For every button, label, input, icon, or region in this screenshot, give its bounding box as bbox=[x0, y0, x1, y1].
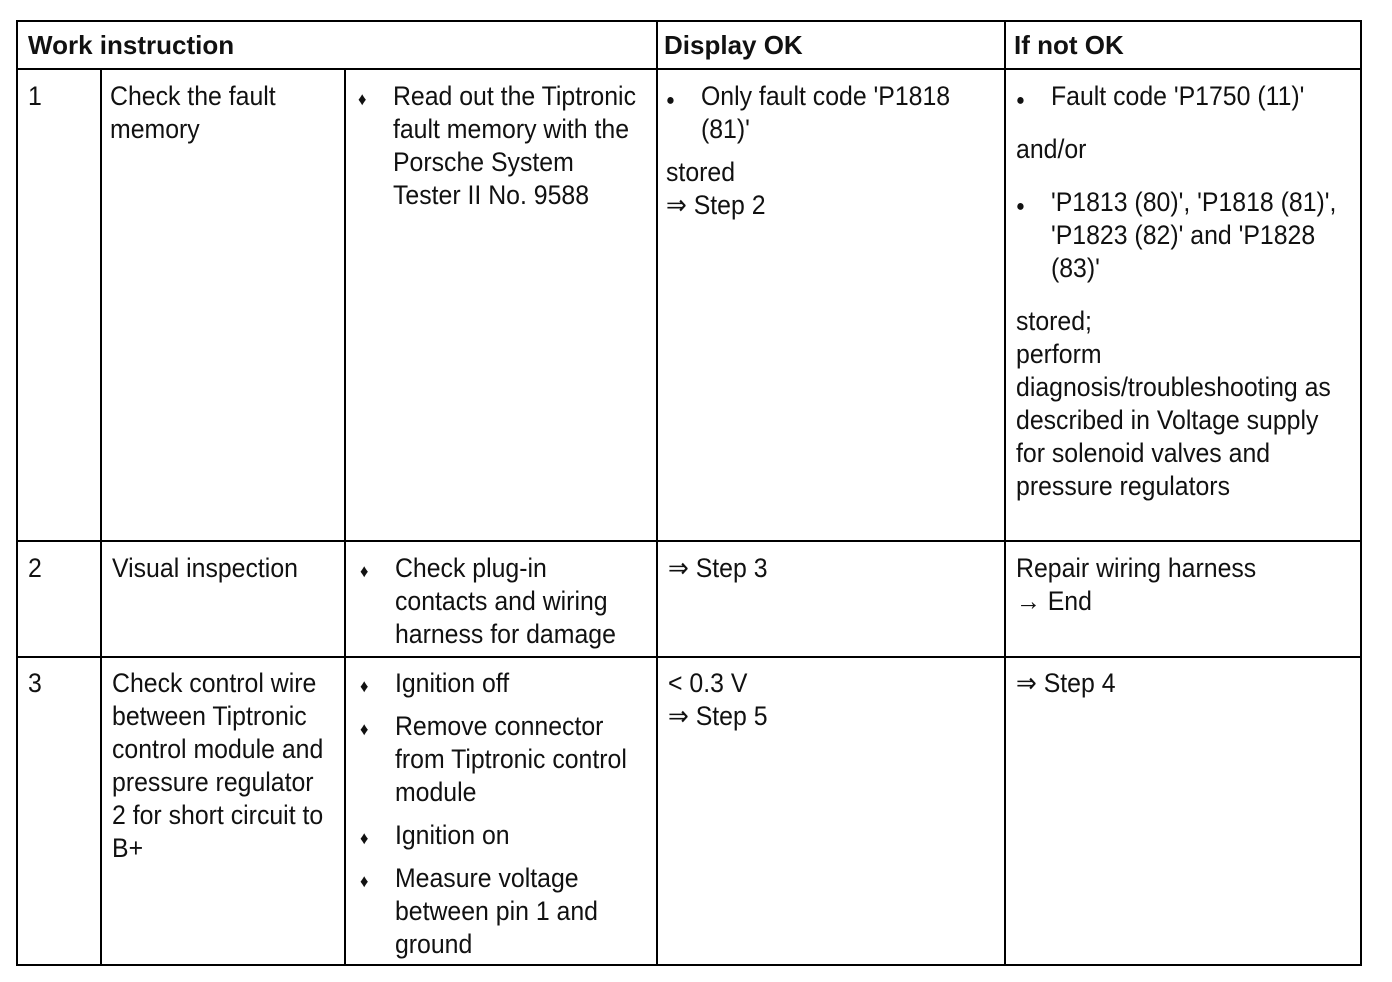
header-if-not-ok: If not OK bbox=[1014, 30, 1124, 60]
diamond-bullet-icon bbox=[360, 667, 388, 703]
bullet-dot-icon bbox=[1016, 186, 1044, 223]
row-divider-1 bbox=[18, 540, 1360, 542]
spacer bbox=[360, 700, 647, 710]
display-ok-step-link: ⇒ Step 5 bbox=[668, 701, 768, 731]
if-not-ok-text: Repair wiring harness bbox=[1016, 553, 1257, 583]
diamond-bullet-icon bbox=[360, 710, 388, 746]
if-not-ok-cell bbox=[1016, 80, 1338, 503]
display-ok-bullet bbox=[666, 80, 993, 146]
if-not-ok-text: stored; bbox=[1016, 306, 1092, 336]
col-divider-title bbox=[344, 68, 346, 964]
instruction-list bbox=[358, 80, 645, 212]
instruction-list bbox=[360, 667, 647, 961]
and-or-text: and/or bbox=[1016, 134, 1087, 164]
display-ok-bullet-text: Only fault code 'P1818 (81)' bbox=[700, 81, 951, 144]
display-ok-value: < 0.3 V bbox=[668, 668, 748, 698]
display-ok-step-link: ⇒ Step 2 bbox=[666, 190, 766, 220]
display-ok-cell bbox=[668, 667, 981, 733]
spacer bbox=[1016, 113, 1338, 133]
if-not-ok-end-link: → End bbox=[1016, 586, 1092, 616]
instruction-item bbox=[360, 552, 636, 651]
instruction-list bbox=[360, 552, 636, 651]
if-not-ok-step-link: ⇒ Step 4 bbox=[1016, 668, 1116, 698]
diamond-bullet-icon bbox=[360, 819, 388, 855]
instruction-text: Read out the Tiptronic fault memory with the Porsche System Tester II No. 9588 bbox=[392, 81, 636, 210]
display-ok-text: stored bbox=[666, 157, 736, 187]
instruction-item bbox=[360, 667, 647, 700]
spacer bbox=[1016, 166, 1338, 186]
if-not-ok-cell bbox=[1016, 552, 1338, 618]
if-not-ok-bullet bbox=[1016, 80, 1338, 113]
diamond-bullet-icon bbox=[360, 552, 388, 588]
bullet-dot-icon bbox=[1016, 80, 1044, 117]
display-ok-cell bbox=[666, 80, 993, 222]
step-number: 2 bbox=[28, 553, 42, 583]
step-title: Check control wire between Tiptronic control module and pressure regulator 2 for short circuit to B+ bbox=[112, 668, 324, 863]
col-divider-if-not-ok bbox=[1004, 22, 1006, 964]
instruction-text: Check plug-in contacts and wiring harness for damage bbox=[394, 553, 616, 649]
instruction-text: Measure voltage between pin 1 and ground bbox=[394, 863, 598, 959]
bullet-dot-icon bbox=[666, 80, 694, 117]
if-not-ok-bullet bbox=[1016, 186, 1338, 285]
work-instruction-table bbox=[16, 20, 1362, 966]
header-work-instruction: Work instruction bbox=[28, 30, 235, 60]
col-divider-display-ok bbox=[656, 22, 658, 964]
instruction-text: Ignition on bbox=[394, 820, 510, 850]
step-title: Check the fault memory bbox=[110, 81, 276, 144]
instruction-text: Remove connector from Tiptronic control module bbox=[394, 711, 627, 807]
instruction-item bbox=[360, 819, 647, 852]
instruction-text: Ignition off bbox=[394, 668, 510, 698]
instruction-item bbox=[360, 862, 647, 961]
row-divider-2 bbox=[18, 656, 1360, 658]
spacer bbox=[360, 809, 647, 819]
header-display-ok: Display OK bbox=[664, 30, 803, 60]
if-not-ok-bullet-text: Fault code 'P1750 (11)' bbox=[1050, 81, 1305, 111]
diamond-bullet-icon bbox=[358, 80, 386, 116]
step-title: Visual inspection bbox=[112, 553, 298, 583]
spacer bbox=[666, 146, 993, 156]
diamond-bullet-icon bbox=[360, 862, 388, 898]
spacer bbox=[360, 852, 647, 862]
spacer bbox=[1016, 285, 1338, 305]
header-divider bbox=[18, 68, 1360, 70]
if-not-ok-description: perform diagnosis/troubleshooting as described in Voltage supply for solenoid valves and pressure regulators bbox=[1016, 339, 1331, 501]
display-ok-step-link: ⇒ Step 3 bbox=[668, 553, 768, 583]
instruction-item bbox=[358, 80, 645, 212]
if-not-ok-bullet-text: 'P1813 (80)', 'P1818 (81)', 'P1823 (82)' and 'P1828 (83)' bbox=[1050, 187, 1337, 283]
instruction-item bbox=[360, 710, 647, 809]
col-divider-step bbox=[100, 68, 102, 964]
step-number: 3 bbox=[28, 668, 42, 698]
step-number: 1 bbox=[28, 81, 42, 111]
